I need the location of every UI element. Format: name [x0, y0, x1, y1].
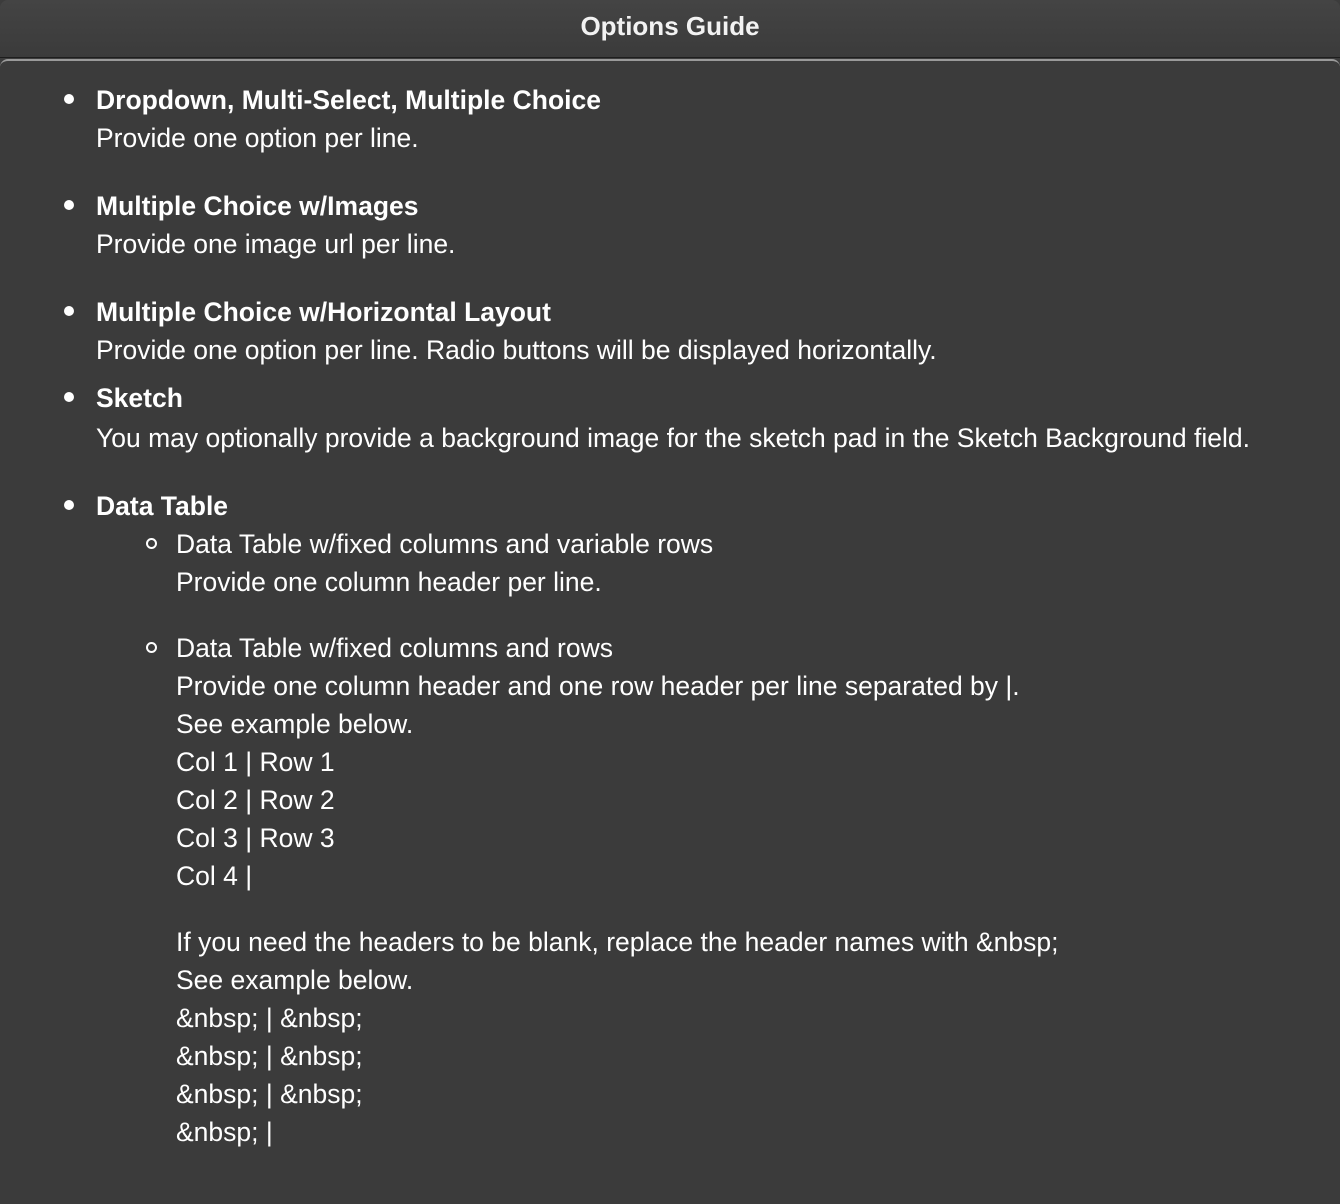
subitem-line: See example below.: [176, 965, 414, 995]
example-line: &nbsp; | &nbsp;: [176, 1003, 363, 1033]
bullet-icon: [64, 392, 74, 402]
item-title: Sketch: [96, 383, 183, 413]
list-item-data-table: [0, 487, 1340, 1151]
item-title: Multiple Choice w/Images: [96, 191, 419, 221]
bullet-icon: [64, 94, 74, 104]
bullet-icon: [64, 500, 74, 510]
subitem-title: Data Table w/fixed columns and variable rows: [176, 529, 714, 559]
item-description: Provide one option per line.: [96, 123, 419, 153]
example-line: &nbsp; | &nbsp;: [176, 1079, 363, 1109]
example-line: Col 2 | Row 2: [176, 785, 335, 815]
list-item-sketch: [0, 383, 1340, 457]
example-line: &nbsp; | &nbsp;: [176, 1041, 363, 1071]
subitem-line: Provide one column header and one row header per line separated by |.: [176, 671, 1020, 701]
item-description: Provide one image url per line.: [96, 229, 456, 259]
options-list: [0, 81, 1340, 1151]
item-title: Data Table: [96, 491, 229, 521]
subitem-line: See example below.: [176, 709, 414, 739]
list-item-dropdown: [0, 81, 1340, 157]
example-line: Col 3 | Row 3: [176, 823, 335, 853]
title-bar[interactable]: [0, 0, 1340, 58]
sublist-item-fixed-rows: [96, 629, 1340, 1151]
hollow-bullet-icon: [146, 642, 157, 653]
example-line: &nbsp; |: [176, 1117, 273, 1147]
list-item-multiple-choice-horizontal: [0, 293, 1340, 369]
subitem-line: If you need the headers to be blank, replace the header names with &nbsp;: [176, 927, 1059, 957]
subitem-title: Data Table w/fixed columns and rows: [176, 633, 613, 663]
paragraph-spacer: [176, 895, 1340, 923]
item-description: Provide one option per line. Radio buttons will be displayed horizontally.: [96, 335, 937, 365]
example-line: Col 4 |: [176, 861, 253, 891]
data-table-sublist: [96, 525, 1340, 1151]
example-line: Col 1 | Row 1: [176, 747, 335, 777]
subitem-line: Provide one column header per line.: [176, 567, 602, 597]
sublist-item-variable-rows: [96, 525, 1340, 601]
guide-content: [0, 59, 1340, 1204]
bullet-icon: [64, 200, 74, 210]
hollow-bullet-icon: [146, 538, 157, 549]
window-title: Options Guide: [580, 11, 760, 41]
item-description: You may optionally provide a background image for the sketch pad in the Sketch Background field.: [96, 423, 1250, 453]
item-title: Multiple Choice w/Horizontal Layout: [96, 297, 551, 327]
item-title: Dropdown, Multi-Select, Multiple Choice: [96, 85, 601, 115]
list-item-multiple-choice-images: [0, 187, 1340, 263]
bullet-icon: [64, 306, 74, 316]
